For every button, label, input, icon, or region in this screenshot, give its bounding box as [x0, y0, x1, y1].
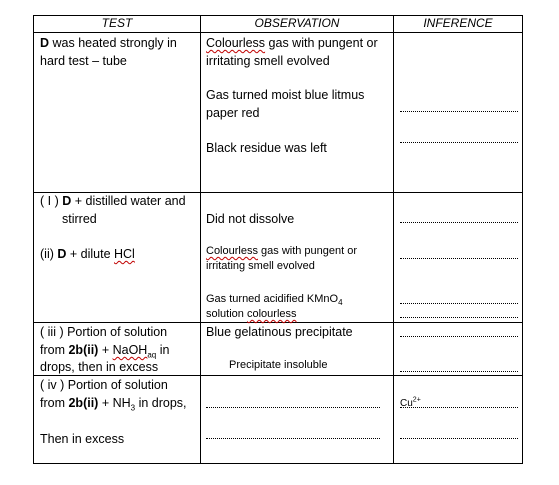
row2-test-ii: (ii) D + dilute HCl	[40, 247, 135, 261]
table-border-right	[522, 15, 523, 464]
row1-observation-gas-line2: irritating smell evolved	[206, 54, 330, 68]
column-divider-test-observation	[200, 15, 201, 464]
header-test: TEST	[101, 16, 133, 30]
column-divider-observation-inference	[393, 15, 394, 464]
row1-test-line1: D was heated strongly in	[40, 36, 177, 50]
row3-observation-insoluble: Precipitate insoluble	[229, 359, 328, 371]
row2-inference-blank-4	[400, 317, 518, 318]
row3-inference-blank-2	[400, 371, 518, 372]
row2-test-i-line2: stirred	[62, 212, 97, 226]
row1-observation-residue: Black residue was left	[206, 141, 327, 155]
row2-observation-i: Did not dissolve	[206, 212, 295, 226]
row2-observation-ii-line2: irritating smell evolved	[206, 260, 315, 272]
row2-inference-blank-3	[400, 303, 518, 304]
row4-test-line1: ( iv ) Portion of solution	[40, 378, 168, 392]
row1-inference-blank-2	[400, 142, 518, 143]
table-border-bottom	[33, 463, 523, 464]
row3-test-line3: drops, then in excess	[40, 360, 159, 374]
row2-observation-iii-line1: Gas turned acidified KMnO$_4$	[206, 293, 343, 308]
row3-inference-blank-1	[400, 336, 518, 337]
row1-observation-litmus-line2: paper red	[206, 106, 260, 120]
row4-test-line3: Then in excess	[40, 432, 125, 446]
row3-test-line1: ( iii ) Portion of solution	[40, 325, 168, 339]
row4-observation-blank-2	[206, 438, 380, 439]
row4-inference-blank-1	[400, 407, 518, 408]
row3-test-line2: from 2b(ii) + NaOH$_{aq}$ in	[40, 343, 170, 360]
row4-inference-blank-2	[400, 438, 518, 439]
row2-test-i-line1: ( I ) D + distilled water and	[40, 194, 186, 208]
row4-observation-blank-1	[206, 407, 380, 408]
row1-observation-litmus: Gas turned moist blue litmus	[206, 88, 365, 102]
row1-test-line2: hard test – tube	[40, 54, 127, 68]
row4-test-line2: from $2b(ii) + NH_3$ in drops,	[40, 396, 187, 413]
row2-observation-ii-line1: Colourless gas with pungent or	[206, 245, 358, 257]
row2-inference-blank-2	[400, 258, 518, 259]
row1-inference-blank-1	[400, 111, 518, 112]
header-row-divider	[33, 32, 523, 33]
row2-inference-blank-1	[400, 222, 518, 223]
header-inference: INFERENCE	[423, 16, 493, 30]
table-border-left	[33, 15, 34, 464]
row1-observation-gas: Colourless gas with pungent or	[206, 36, 378, 50]
row3-observation-precipitate: Blue gelatinous precipitate	[206, 325, 353, 339]
header-observation: OBSERVATION	[254, 16, 340, 30]
row4-inference-cu2plus: $Cu^{2+}$	[400, 396, 421, 409]
row2-observation-iii-line2: solution colourless	[206, 308, 297, 320]
